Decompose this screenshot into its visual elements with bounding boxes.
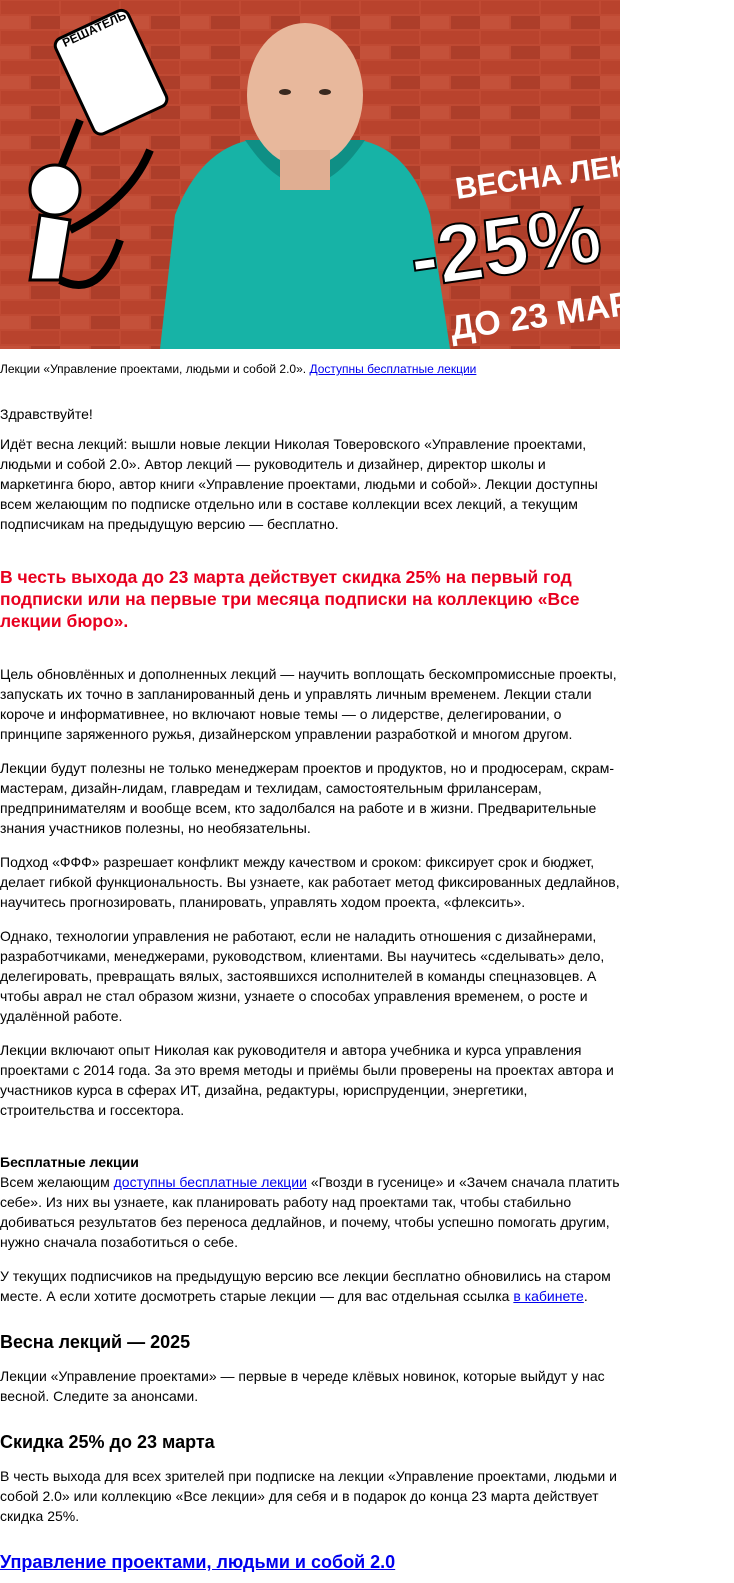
promo-title: ВЕСНА ЛЕКЦИЙ: [453, 139, 696, 206]
body-paragraph: Лекции будут полезны не только менеджерам проектов и продуктов, но и продюсерам, скрам-мастерам, дизайн-лидам, главредам и техлидам, самостоятельным фрилансерам, предпринимателям и вообще всем, кто задолбался на работе и в жизни. Предварительные знания участников полезны, но необязательны.: [0, 760, 614, 836]
discount-paragraph: В честь выхода для всех зрителей при подписке на лекции «Управление проектами, людьми и собой 2.0» или коллекцию «Все лекции» для себя и в подарок до конца 23 марта действует скидка 25%.: [0, 1468, 617, 1524]
hero-image: [0, 0, 696, 349]
free-lectures-inline-link[interactable]: доступны бесплатные лекции: [113, 1174, 307, 1190]
subscribers-tail: .: [583, 1288, 588, 1304]
body-paragraph: Подход «ФФФ» разрешает конфликт между качеством и сроком: фиксирует срок и бюджет, делает гибкой функциональность. Вы узнаете, как работает метод фиксированных дедлайнов, научитесь прогнозировать, планировать, управлять ходом проекта, «флексить».: [0, 854, 620, 910]
caption-text: Лекции «Управление проектами, людьми и собой 2.0».: [0, 362, 307, 376]
free-lectures-link[interactable]: Доступны бесплатные лекции: [309, 362, 477, 376]
promo-until: ДО 23 МАР: [447, 284, 635, 348]
body-paragraph: Лекции включают опыт Николая как руководителя и автора учебника и курса управления проектами с 2014 года. За это время методы и приёмы были проверены на проектах автора и участников курса в сферах ИТ, дизайна, редактуры, юриспруденции, энергетики, строительства и госсектора.: [0, 1042, 614, 1118]
course-heading-link-wrap: [0, 1550, 620, 1574]
subscribers-paragraph: [0, 1266, 620, 1306]
body-paragraph: Цель обновлённых и дополненных лекций — научить воплощать бескомпромиссные проекты, запускать их точно в запланированный день и управлять личным временем. Лекции стали короче и информативнее, но включают новые темы — о лидерстве, делегировании, о принципе заряженного ружья, дизайнерском управлении разработкой и многом другом.: [0, 666, 617, 742]
hero-caption: [0, 361, 620, 377]
free-text-after: «Гвозди в гусенице» и «Зачем сначала платить себе». Из них вы узнаете, как планировать работу над проектами так, чтобы стабильно добиваться результатов без переноса дедлайнов, и почему, чтобы успешно помогать другим, нужно сначала позаботиться о себе.: [0, 1174, 620, 1250]
body-paragraph: Однако, технологии управления не работают, если не наладить отношения с дизайнерами, разработчиками, менеджерами, руководством, клиентами. Вы научитесь «сделывать» дело, делегировать, превращать вялых, застоявшихся исполнителей в команды спецназовцев. А чтобы аврал не стал образом жизни, узнаете о способах управления временем, о росте и удалённой работе.: [0, 928, 605, 1024]
hero-logo-text: РЕШАТЕЛЬ: [60, 8, 129, 50]
spring-heading: Весна лекций — 2025: [0, 1332, 191, 1352]
free-lectures-paragraph: [0, 1172, 620, 1252]
cabinet-link[interactable]: в кабинете: [513, 1288, 584, 1304]
intro-paragraph: Идёт весна лекций: вышли новые лекции Николая Товеровского «Управление проектами, людьми и собой 2.0». Автор лекций — руководитель и дизайнер, директор школы и маркетинга бюро, автор книги «Управление проектами, людьми и собой». Лекции доступны всем желающим по подписке отдельно или в составе коллекции всех лекций, а текущим подписчикам на предыдущую версию — бесплатно.: [0, 436, 598, 532]
free-lectures-heading: Бесплатные лекции: [0, 1154, 139, 1170]
promo-discount: -25%: [404, 188, 607, 306]
greeting: Здравствуйте!: [0, 406, 93, 422]
course-link[interactable]: Управление проектами, людьми и собой 2.0: [0, 1552, 396, 1572]
discount-highlight: В честь выхода до 23 марта действует скидка 25% на первый год подписки или на первые три месяца подписки на коллекцию «Все лекции бюро».: [0, 567, 580, 631]
subscribers-text: У текущих подписчиков на предыдущую версию все лекции бесплатно обновились на старом месте. А если хотите досмотреть старые лекции — для вас отдельная ссылка: [0, 1268, 611, 1304]
spring-paragraph: Лекции «Управление проектами» — первые в череде клёвых новинок, которые выйдут у нас весной. Следите за анонсами.: [0, 1368, 605, 1404]
free-text-before: Всем желающим: [0, 1174, 110, 1190]
discount-heading: Скидка 25% до 23 марта: [0, 1432, 215, 1452]
hero-banner: [0, 0, 696, 349]
